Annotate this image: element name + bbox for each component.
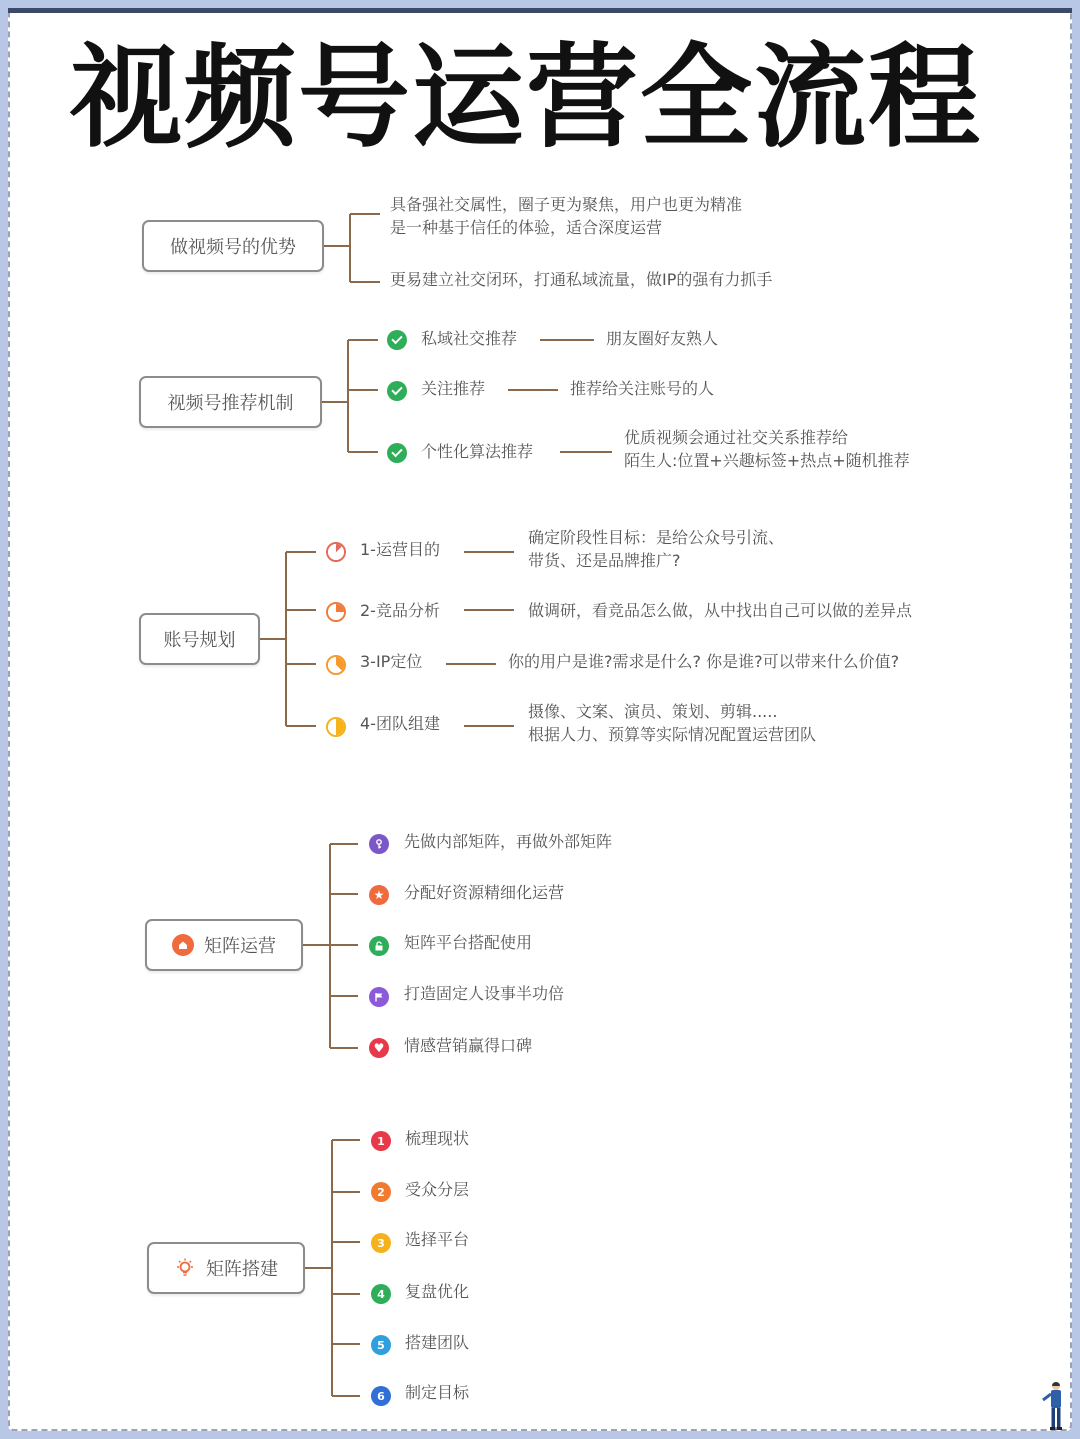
advantage-item-3: 更易建立社交闭环，打通私域流量，做IP的强有力抓手 [390,270,773,289]
node-matrix-build[interactable] [147,1242,305,1294]
recommend-desc-2: 推荐给关注账号的人 [570,379,715,398]
recommend-name-3: 个性化算法推荐 [421,442,534,461]
node-recommend[interactable] [139,376,322,428]
star-icon: ★ [369,885,389,905]
progress-pie-icon [326,655,346,675]
recommend-desc-3a: 优质视频会通过社交关系推荐给 [624,428,849,447]
node-planning-label: 账号规划 [163,630,236,651]
planning-desc-3: 你的用户是谁?需求是什么? 你是谁?可以带来什么价值? [508,652,900,671]
lock-icon [369,936,389,956]
matrix-build-item-6: 制定目标 [405,1383,470,1402]
node-matrix-ops[interactable] [145,919,303,971]
recommend-name-2: 关注推荐 [421,379,486,398]
planning-desc-4b: 根据人力、预算等实际情况配置运营团队 [528,725,817,744]
page-title: 视频号运营全流程 [70,33,982,163]
planning-name-1: 1-运营目的 [360,540,440,559]
check-icon [387,381,407,401]
check-icon [387,443,407,463]
recommend-desc-3b: 陌生人:位置+兴趣标签+热点+随机推荐 [624,451,910,470]
matrix-build-item-2: 受众分层 [405,1180,470,1199]
node-matrix-ops-label: 矩阵运营 [204,936,276,957]
node-advantages[interactable] [142,220,324,272]
progress-pie-icon [326,602,346,622]
lightbulb-icon [174,1257,196,1279]
number-6-icon: 6 [371,1386,391,1406]
recommend-desc-1: 朋友圈好友熟人 [606,329,719,348]
top-border-bar [8,8,1072,13]
planning-desc-1b: 带货、还是品牌推广? [528,551,681,570]
matrix-build-item-5: 搭建团队 [405,1333,470,1352]
number-2-icon: 2 [371,1182,391,1202]
planning-name-2: 2-竞品分析 [360,601,440,620]
progress-pie-icon [326,542,346,562]
person-figure-icon [1040,1380,1068,1432]
check-icon [387,330,407,350]
number-1-icon: 1 [371,1131,391,1151]
matrix-ops-item-4: 打造固定人设事半功倍 [404,984,565,1003]
matrix-ops-item-2: 分配好资源精细化运营 [404,883,565,902]
number-4-icon: 4 [371,1284,391,1304]
matrix-build-item-1: 梳理现状 [405,1129,470,1148]
progress-pie-icon [326,717,346,737]
node-matrix-build-label: 矩阵搭建 [206,1259,278,1280]
flag-icon [369,987,389,1007]
planning-name-3: 3-IP定位 [360,652,423,671]
planning-desc-1a: 确定阶段性目标：是给公众号引流、 [528,528,785,547]
planning-desc-4a: 摄像、文案、演员、策划、剪辑..... [528,702,778,721]
advantage-item-1: 具备强社交属性，圈子更为聚焦，用户也更为精准 [390,195,743,214]
number-5-icon: 5 [371,1335,391,1355]
matrix-ops-item-3: 矩阵平台搭配使用 [404,933,533,952]
planning-name-4: 4-团队组建 [360,714,440,733]
planning-desc-2: 做调研，看竞品怎么做，从中找出自己可以做的差异点 [528,601,913,620]
recommend-name-1: 私域社交推荐 [421,329,518,348]
node-recommend-label: 视频号推荐机制 [167,393,294,414]
matrix-ops-item-1: 先做内部矩阵，再做外部矩阵 [404,832,613,851]
matrix-build-item-3: 选择平台 [405,1230,470,1249]
home-icon [172,934,194,956]
key-icon [369,834,389,854]
advantage-item-2: 是一种基于信任的体验，适合深度运营 [390,218,663,237]
matrix-ops-item-5: 情感营销赢得口碑 [404,1036,533,1055]
number-3-icon: 3 [371,1233,391,1253]
node-advantages-label: 做视频号的优势 [170,237,296,258]
matrix-build-item-4: 复盘优化 [405,1282,470,1301]
heart-icon: ♥ [369,1038,389,1058]
node-planning[interactable] [139,613,260,665]
